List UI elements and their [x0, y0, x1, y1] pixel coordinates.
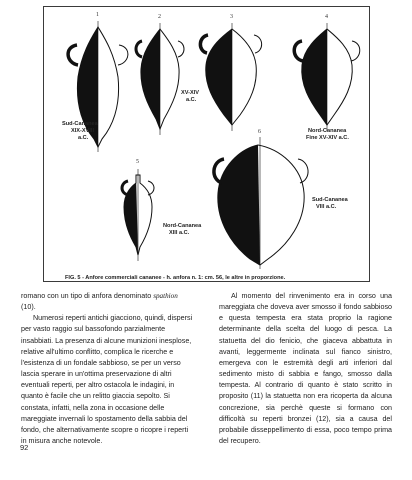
page-number: 92 — [20, 443, 29, 452]
paragraph: Al momento del rinvenimento era in corso una mareggiata che doveva aver smosso il fondo sabbioso e questa tempesta era stata proprio la ragione determinante della scelta del luogo di pesca. La statuetta del dio fenicio, che giaceva abbattuta in avanti, leggermente inclinata sul fianco sinistro, emergeva con le estremità degli arti inferiori dal sedimento misto di sabbia e fango, smosso dalla tempesta. Al contrario di quanto è stato scritto in proposito (11) la statuetta non era ricoperta da alcuna concrezione, sia perchè queste si formano con difficoltà su reperti bronzei (12), sia a causa del probabile disseppellimento di essa, poco tempo prima del recupero. — [219, 292, 392, 446]
amphora-3-drawing — [200, 23, 261, 131]
figure-frame — [43, 6, 370, 282]
amphora-6-label: Sud-Cananea VIII a.C. — [312, 197, 348, 210]
amphora-4-drawing — [294, 23, 360, 131]
amphora-2-number: 2 — [158, 14, 161, 20]
amphora-1-number: 1 — [96, 12, 99, 18]
amphora-2-label: XV-XIV a.C. — [181, 90, 200, 103]
amphora-2-drawing — [136, 23, 184, 135]
paragraph: Numerosi reperti antichi giacciono, quindi, dispersi per vasto raggio sul bassofondo parzialmente insabbiati. La presenza di alcune munizioni inesplose, relative all'ultimo conflitto, complica le ricerche e l'esistenza di un fondale sabbioso, se per un verso lascia sperare in un'ottima preservazione di altri eventuali reperti, per altro ostacola le indagini, in quanto è facile che un relitto giaccia sepolto. Si constata, infatti, nella zona in occasione delle mareggiate invernali lo spostamento della sabbia del fondo, che alternativamente scopre o ricopre i reperti in misura anche notevole. — [21, 314, 193, 446]
left-text-column — [21, 291, 194, 447]
amphora-1-label: Sud-Cananea XIX-XVIII a.C. — [62, 121, 98, 141]
amphora-4-label: Nord-Cananea Fine XV-XIV a.C. — [306, 128, 349, 141]
figure-caption: FIG. 5 - Anfore commerciali cananee - h. anfora n. 1: cm. 56, le altre in proporzione. — [65, 275, 286, 281]
amphorae-drawings — [44, 7, 371, 283]
right-text-column — [219, 291, 392, 447]
amphora-3-number: 3 — [230, 14, 233, 20]
amphora-5-number: 5 — [136, 159, 139, 165]
amphora-6-drawing — [214, 137, 308, 269]
paragraph-continuation: romano con un tipo di anfora denominato spathion (10). — [21, 292, 178, 312]
amphora-5-label: Nord-Cananea XIII a.C. — [163, 223, 202, 236]
amphora-6-number: 6 — [258, 129, 261, 135]
amphora-4-number: 4 — [325, 14, 328, 20]
amphora-5-drawing — [122, 169, 154, 261]
